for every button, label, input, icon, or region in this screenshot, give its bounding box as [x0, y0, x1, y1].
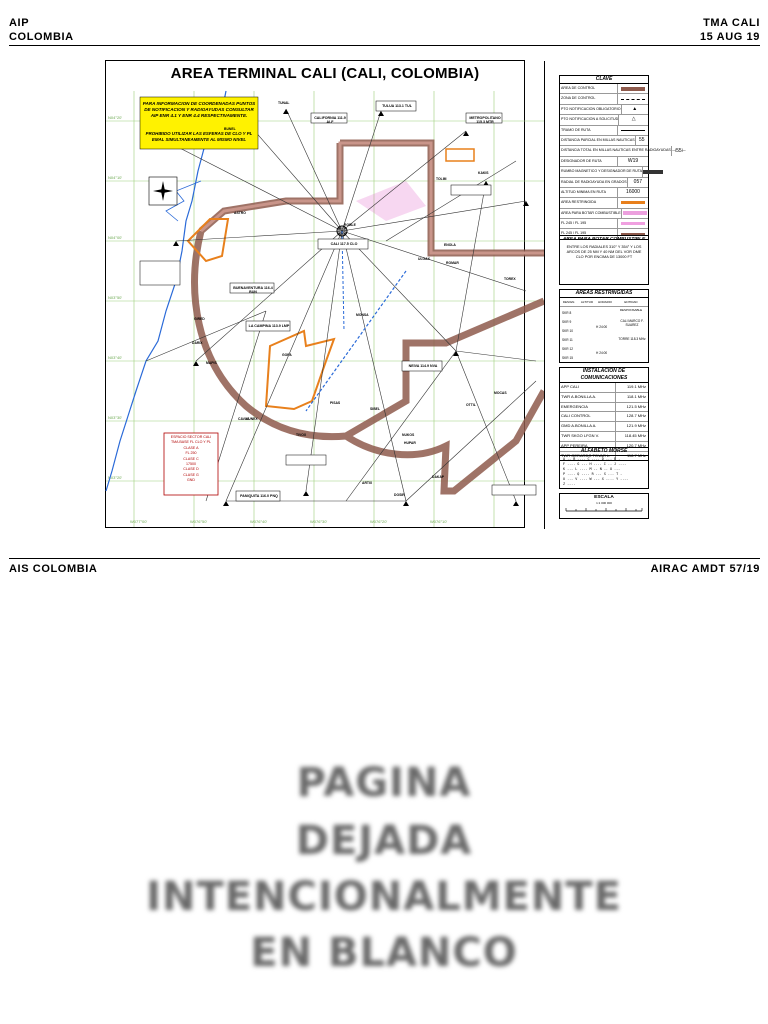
restricted-area-2 [266, 331, 334, 409]
lat-label: N04°00' [108, 235, 123, 240]
lon-label: W076°10' [430, 519, 448, 524]
footer-rule [9, 558, 760, 559]
header-left [9, 16, 74, 44]
legend-fuel-dump: AREA PARA BOTAR COMBUSTIBLE ENTRE LOS RADIALES 310° Y 354° Y LOS ARCOS DE 25 NM Y 40 NM DEL VOR DME CLO POR ENCIMA DE 13000 FT [559, 235, 649, 285]
control-area-boundary [195, 143, 544, 491]
point-label: DOSIR [394, 493, 405, 497]
lon-label: W076°30' [310, 519, 328, 524]
point-label: TOREX [504, 277, 516, 281]
lat-label: N03°40' [108, 355, 123, 360]
blank-line-4: EN BLANCO [250, 930, 518, 976]
point-label: CAVAS [238, 417, 250, 421]
header-date: 15 AUG 19 [699, 31, 760, 43]
header-rule [9, 45, 760, 46]
airspace-class-note: ESPACIO SECTOR CALI TMA BASE FL CLO Y PL CLASE A FL 250 CLASE C 17500 CLASE D CLASE G GND [170, 435, 212, 483]
legend-restricted: AREAS RESTRINGIDAS DESIGN. ALTITUD HORARIO ENTIDAD RESPONSABLE SKR 8 SKR 9 SKR 10 SKR 11 SKR 12 SKR 15 H 24:00 H 24:00 CALI MARCO F. SUAREZ TORRE 118.3 MHz [559, 289, 649, 363]
prohibido-note: PROHIBIDO UTILIZAR LAS ESFERAS DE CLO Y PL EMAL SIMULTANEAMENTE AL MISMO NIVEL [145, 131, 253, 142]
point-label: ASTRO [234, 211, 246, 215]
lat-label: N03°30' [108, 415, 123, 420]
point-label: NUKOS [402, 433, 415, 437]
lat-label: N03°20' [108, 475, 123, 480]
navaid-label: LA CAMPINA 113.9 LMP [248, 324, 290, 328]
lat-label: N03°50' [108, 295, 123, 300]
header-country: COLOMBIA [9, 31, 74, 43]
point-label: TOLIM [436, 177, 447, 181]
lon-label: W076°50' [190, 519, 208, 524]
lon-label: W076°20' [370, 519, 388, 524]
point-label: ROMAR [446, 261, 459, 265]
footer-right: AIRAC AMDT 57/19 [650, 563, 760, 575]
legend-clave-title: CLAVE [560, 76, 648, 84]
restricted-area-3 [446, 149, 474, 161]
point-label: TIVOX [296, 433, 307, 437]
chart-title: AREA TERMINAL CALI (CALI, COLOMBIA) [170, 65, 480, 82]
header-aip: AIP [9, 17, 30, 29]
point-label: KAKIS [478, 171, 489, 175]
lon-label: W077°00' [130, 519, 148, 524]
header-right [700, 16, 760, 44]
header-section: TMA CALI [703, 17, 760, 29]
blank-line-1: PAGINA [296, 760, 472, 806]
info-note-text: PARA INFORMACION DE COORDENADAS PUNTOS DE NOTIFICACION Y RADIOAYUDAS CONSULTAR AIP ENR 4.1 Y ENR 4.4 RESPECTIVAMENTE. [142, 101, 256, 118]
point-label: GOPA [282, 353, 292, 357]
footer-left: AIS COLOMBIA [9, 563, 98, 575]
point-label: PISAS [330, 401, 341, 405]
legend-scale: ESCALA 1:1 000 000 [559, 493, 649, 519]
point-label: BUNEL [224, 127, 236, 131]
fuel-dump-area [356, 181, 426, 221]
point-label: MOCAS [494, 391, 507, 395]
point-label: ARTIX [362, 481, 373, 485]
point-label: DAKAP [432, 475, 445, 479]
lat-label: N04°10' [108, 175, 123, 180]
navaid-label: BUENAVENTURA 116.4 BUN [233, 286, 273, 294]
point-label: HUPAR [404, 441, 416, 445]
transition-box [140, 261, 180, 285]
point-label: ROBLE [344, 223, 356, 227]
point-label: OTTIL [466, 403, 476, 407]
legend-clave: CLAVE AREA DE CONTROL ZONA DE CONTROL PTO NOTIFICACION OBLIGATORIO ▲ PTO NOTIFICACION A SOLICITUD △ TRAMO DE RUTA DISTANCIA PARCIAL EN MILLAS NAUTICAS 55 DISTANCIA TOTAL EN MILLAS NAUTICAS ENTRE RADIOAYUDAS ⊣55⊢ DESIGNADOR DE RUTA W19 RUMBO MAGNETICO Y DESIGNADOR DE RUTA RADIAL DE RADIOAYUDA EN GRADOS 057 ALTITUD MINIMA EN RUTA 16000 AREA RESTRINGIDA AREA PARA BOTAR COMBUSTIBLE FL 245 / FL 195 FL 245 / FL 195 [559, 75, 649, 240]
blank-line-2: DEJADA [295, 818, 473, 864]
point-label: DARIX [192, 341, 203, 345]
lat-label: N04°20' [108, 115, 123, 120]
coastline [106, 91, 226, 491]
navaid-label: CALIFORNIA 111.9 ALF [314, 116, 346, 124]
point-label: TUNAL [278, 101, 290, 105]
route-blue [306, 271, 406, 411]
chart-legend [544, 61, 687, 529]
navaid-label: TULUA 113.1 TUL [382, 104, 412, 108]
navaid-label: PANIQUITA 116.0 PNQ [240, 494, 278, 498]
compass-rose-icon [149, 177, 177, 205]
point-label: ENOLA [444, 243, 456, 247]
navaid-label: CALI 117.5 CLO [330, 242, 358, 246]
point-label: SIBEL [370, 407, 380, 411]
point-label: MAPIS [206, 361, 217, 365]
tma-chart [105, 60, 687, 528]
point-label: MONSA [356, 313, 369, 317]
point-label: VUNEX [246, 417, 258, 421]
navaid-label: NEIVA 114.9 NVA [408, 364, 438, 368]
lon-label: W076°40' [250, 519, 268, 524]
legend-comms: INSTALACION DE COMUNICACIONES APP CALI 119.1 MHz TWR A.BONILLA A. 118.1 MHz EMERGENCIA 121.5 MHz CALI CONTROL 128.7 MHz GMD A.BONILLA A. 121.9 MHz TWR SKGO LFGN V. 118.45 MHz APP PEREIRA 120.7 MHz TWR GERARDO TOVAR L. 118.7 MHz [559, 367, 649, 461]
scale-bar [560, 505, 648, 515]
point-label: GIRED [194, 317, 205, 321]
blank-line-3: INTENCIONALMENTE [146, 874, 622, 920]
point-label: ULGAX [418, 257, 430, 261]
legend-morse: ALFABETO MORSE A .- B -... C -.-. D -.. E . F ..-. G --. H .... I .. J .--- K -.- L .-.. M -- N -. O --- P .--. Q --.- R .-. S ... T - U ..- V ...- W .-- X -..- Y -.-- Z --.. [559, 447, 649, 489]
navaid-label: METROPOLITANO 115.3 MTR [469, 116, 501, 124]
